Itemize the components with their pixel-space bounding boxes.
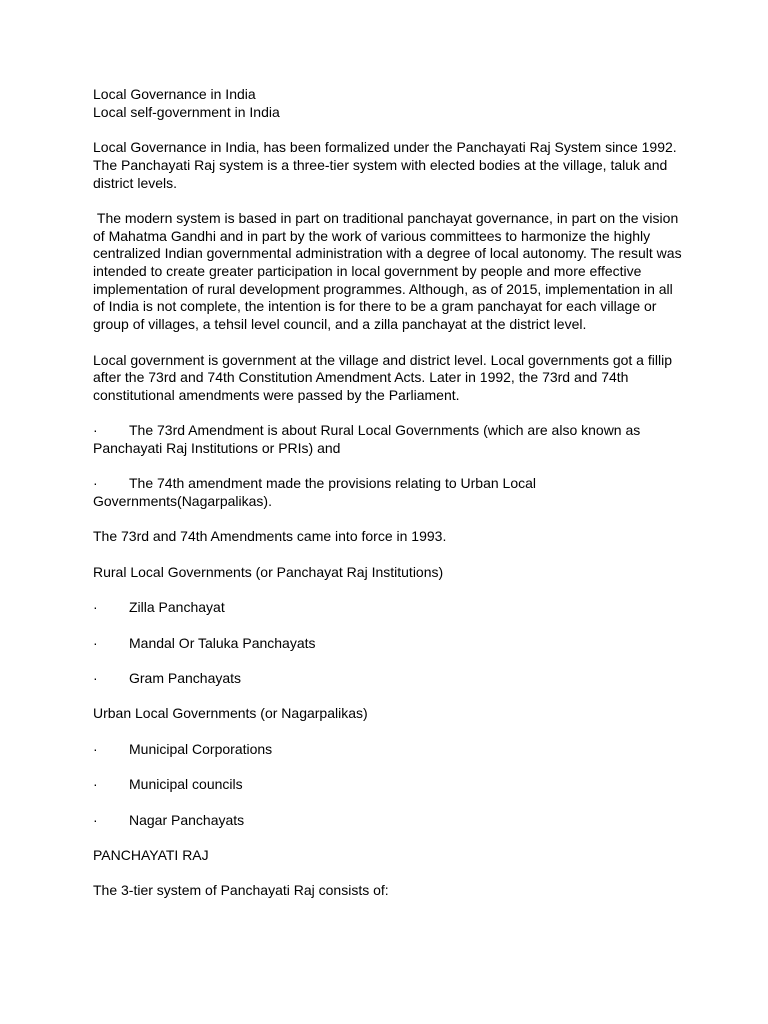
list-item-zilla-panchayat: [93, 599, 683, 617]
document-subtitle: Local self-government in India: [93, 103, 280, 120]
bullet-dot: ·: [93, 422, 98, 439]
bullet-dot: ·: [93, 776, 98, 793]
paragraph-came-into-force: The 73rd and 74th Amendments came into force in 1993.: [93, 528, 447, 545]
bullet-dot: ·: [93, 475, 98, 492]
list-item-text: The 73rd Amendment is about Rural Local Governments (which are also known as Panchayati Raj Institutions or PRIs) and: [93, 422, 645, 456]
bullet-dot: ·: [93, 740, 98, 757]
list-item-text: Gram Panchayats: [129, 670, 242, 687]
paragraph-intro: Local Governance in India, has been formalized under the Panchayati Raj System since 1992. The Panchayati Raj system is a three-tier system with elected bodies at the village, taluk and district levels.: [93, 139, 681, 191]
list-item-text: The 74th amendment made the provisions relating to Urban Local Governments(Nagarpalikas).: [93, 475, 540, 510]
list-item-74th-amendment: [93, 475, 683, 510]
urban-heading: Urban Local Governments (or Nagarpalikas): [93, 705, 368, 722]
list-item-mandal-taluka: [93, 635, 683, 653]
list-item-gram-panchayats: [93, 670, 683, 688]
list-item-73rd-amendment: [93, 422, 683, 457]
list-item-text: Municipal Corporations: [129, 740, 273, 757]
bullet-dot: ·: [93, 670, 98, 687]
list-item-text: Municipal councils: [129, 776, 243, 793]
rural-heading: Rural Local Governments (or Panchayat Raj Institutions): [93, 563, 444, 580]
list-item-text: Nagar Panchayats: [129, 811, 245, 828]
list-item-text: Mandal Or Taluka Panchayats: [129, 634, 316, 651]
list-item-nagar-panchayats: [93, 812, 683, 830]
document-page: [93, 86, 686, 918]
list-item-municipal-corporations: [93, 741, 683, 759]
bullet-dot: ·: [93, 599, 98, 616]
document-title: Local Governance in India: [93, 86, 256, 102]
paragraph-local-government: Local government is government at the village and district level. Local governments got a fillip after the 73rd and 74th Constitution Amendment Acts. Later in 1992, the 73rd and 74th constitutional amendments were passed by the Parliament.: [93, 351, 676, 403]
list-item-municipal-councils: [93, 776, 683, 794]
paragraph-three-tier: The 3-tier system of Panchayati Raj consists of:: [93, 882, 389, 899]
paragraph-modern-system: The modern system is based in part on traditional panchayat governance, in part on the vision of Mahatma Gandhi and in part by the work of various committees to harmonize the highly centralized Indian governmental administration with a degree of local autonomy. The result was intended to create greater participation in local government by people and more effective implementation of rural development programmes. Although, as of 2015, implementation in all of India is not complete, the intention is for there to be a gram panchayat for each village or group of villages, a tehsil level council, and a zilla panchayat at the district level.: [93, 209, 686, 333]
bullet-dot: ·: [93, 811, 98, 828]
bullet-dot: ·: [93, 634, 98, 651]
list-item-text: Zilla Panchayat: [129, 599, 225, 616]
section-heading-panchayati-raj: PANCHAYATI RAJ: [93, 847, 209, 863]
